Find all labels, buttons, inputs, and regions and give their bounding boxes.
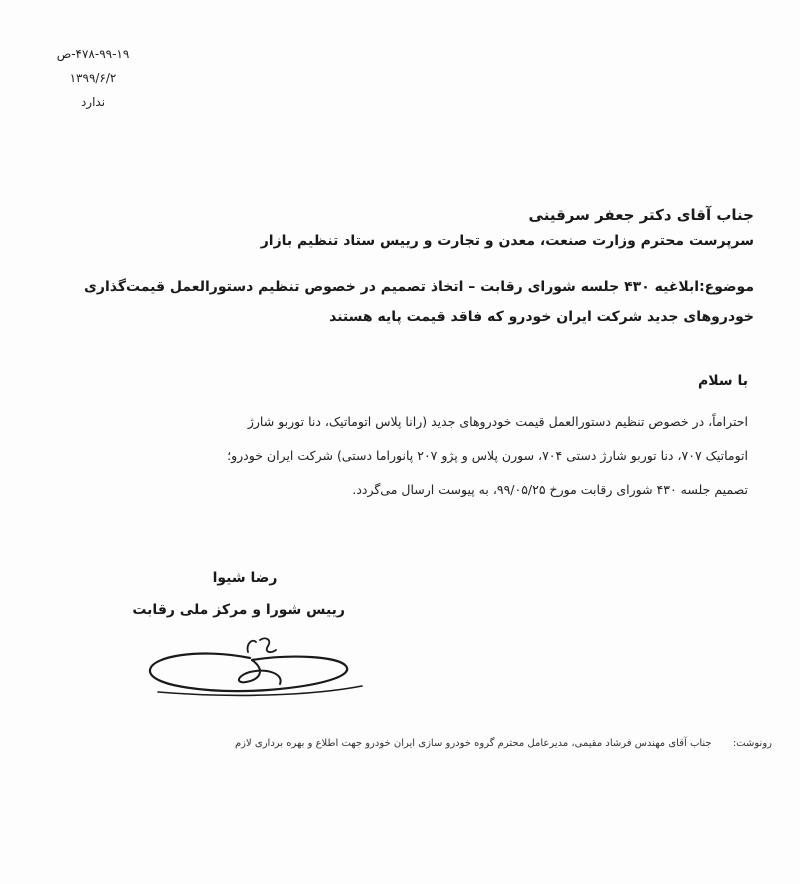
letter-body (88, 405, 748, 507)
cc-label: رونوشت: (732, 738, 772, 749)
recipient-name: جناب آقای دکتر جعفر سرقینی (528, 206, 754, 224)
recipient-block (261, 202, 754, 254)
signatory-block (132, 562, 345, 626)
subject-block (84, 272, 754, 332)
letter-date: ۱۳۹۹/۶/۲ (69, 71, 117, 85)
letter-meta (38, 42, 148, 114)
recipient-title: سرپرست محترم وزارت صنعت، معدن و تجارت و رییس ستاد تنظیم بازار (260, 233, 754, 249)
subject-line-2: خودروهای جدید شرکت ایران خودرو که فاقد قیمت پایه هستند (329, 309, 754, 325)
carbon-copy-line (235, 738, 772, 749)
body-line-2: اتوماتیک ۷۰۷، دنا توربو شارژ دستی ۷۰۴، سورن پلاس و پژو ۲۰۷ پانوراما دستی) شرکت ایران خودرو؛ (227, 448, 748, 463)
handwritten-signature (140, 630, 370, 700)
signatory-name: رضا شیوا (212, 570, 278, 586)
signatory-title: رییس شورا و مرکز ملی رقابت (132, 602, 345, 618)
letter-attachment: ندارد (80, 95, 106, 109)
letter-number: ۴۷۸-۹۹-۱۹-ص (56, 47, 130, 61)
greeting: با سلام (697, 373, 748, 389)
cc-text: جناب آقای مهندس فرشاد مقیمی، مدیرعامل محترم گروه خودرو سازی ایران خودرو جهت اطلاع و بهره برداری لازم (234, 738, 712, 749)
subject-line-1: موضوع:ابلاغیه ۴۳۰ جلسه شورای رقابت – اتخاذ تصمیم در خصوص تنظیم دستورالعمل قیمت‌گذاری (84, 279, 754, 295)
body-line-3: تصمیم جلسه ۴۳۰ شورای رقابت مورخ ۹۹/۰۵/۲۵، به پیوست ارسال می‌گردد. (352, 482, 748, 497)
body-line-1: احتراماً، در خصوص تنظیم دستورالعمل قیمت خودروهای جدید (رانا پلاس اتوماتیک، دنا توربو شارژ (247, 414, 748, 429)
